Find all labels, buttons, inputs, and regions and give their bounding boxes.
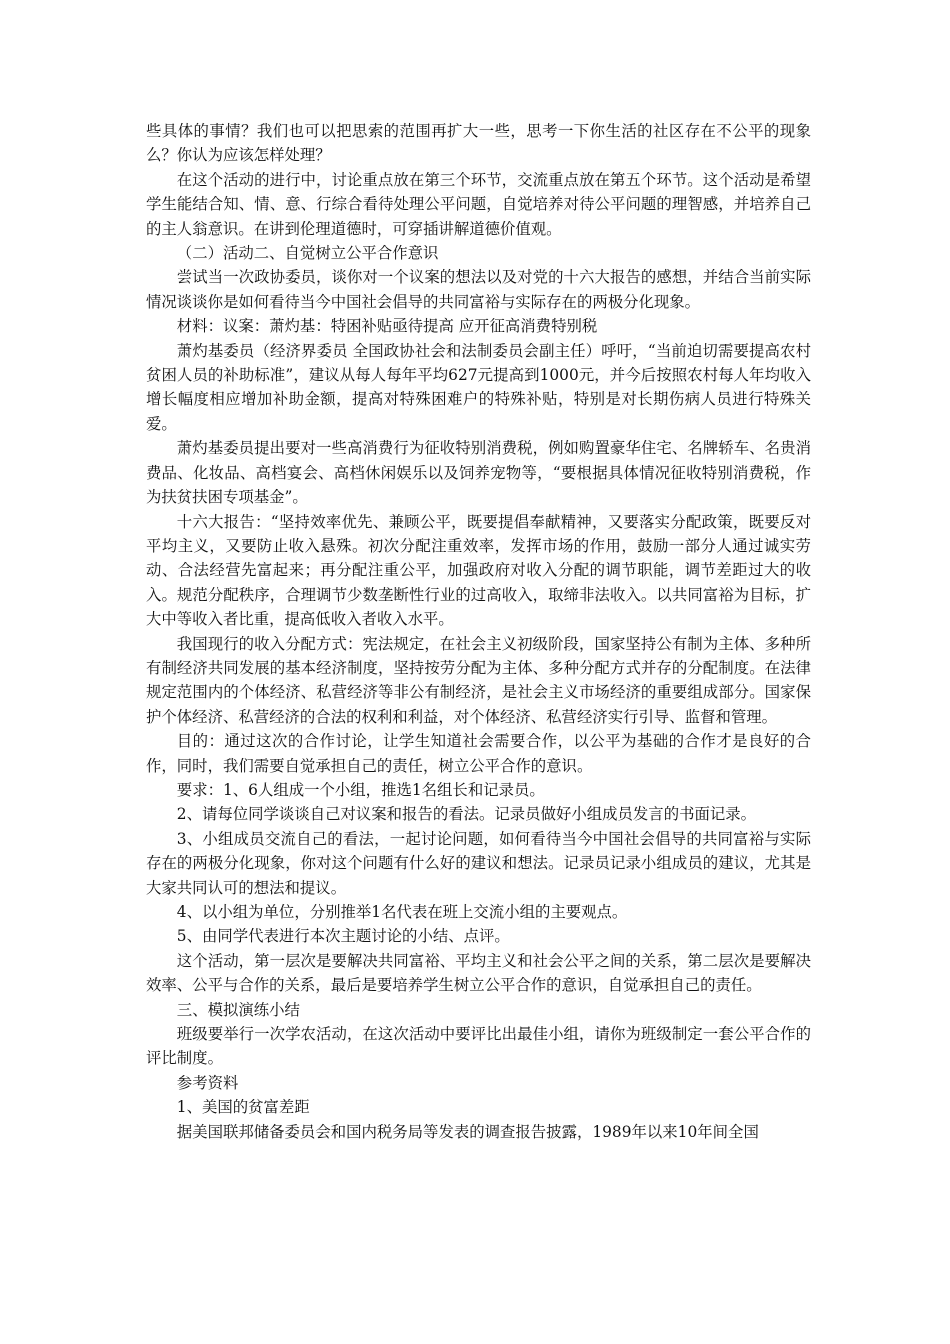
document-body	[146, 119, 811, 1144]
paragraph: 这个活动，第一层次是要解决共同富裕、平均主义和社会公平之间的关系，第二层次是要解决效率、公平与合作的关系，最后是要培养学生树立公平合作的意识，自觉承担自己的责任。	[146, 951, 811, 995]
paragraph: 些具体的事情？我们也可以把思索的范围再扩大一些，思考一下你生活的社区存在不公平的现象么？你认为应该怎样处理？	[146, 122, 811, 165]
section-heading: 参考资料	[176, 1073, 239, 1092]
section-heading: 三、模拟演练小结	[176, 1000, 300, 1019]
list-item: 4、以小组为单位，分别推举1名代表在班上交流小组的主要观点。	[176, 903, 628, 921]
paragraph: 我国现行的收入分配方式：宪法规定，在社会主义初级阶段，国家坚持公有制为主体、多种所有制经济共同发展的基本经济制度，坚持按劳分配为主体、多种分配方式并存的分配制度。在法律规定范围内的个体经济、私营经济等非公有制经济，是社会主义市场经济的重要组成部分。国家保护个体经济、私营经济的合法的权利和利益，对个体经济、私营经济实行引导、监督和管理。	[146, 634, 811, 726]
paragraph: 萧灼基委员（经济界委员 全国政协社会和法制委员会副主任）呼吁，“当前迫切需要提高农村贫困人员的补助标准”，建议从每人每年平均627元提高到1000元，并今后按照农村每人年均收入增长幅度相应增加补助金额，提高对特殊困难户的特殊补贴，特别是对长期伤病人员进行特殊关爱。	[146, 341, 811, 433]
list-item: 5、由同学代表进行本次主题讨论的小结、点评。	[176, 927, 510, 946]
paragraph: 萧灼基委员提出要对一些高消费行为征收特别消费税，例如购置豪华住宅、名牌轿车、名贵消费品、化妆品、高档宴会、高档休闲娱乐以及饲养宠物等，“要根据具体情况征收特别消费税，作为扶贫扶困专项基金”。	[146, 439, 811, 507]
list-item: 3、小组成员交流自己的看法，一起讨论问题，如何看待当今中国社会倡导的共同富裕与实际存在的两极分化现象，你对这个问题有什么好的建议和想法。记录员记录小组成员的建议，尤其是大家共同认可的想法和提议。	[146, 829, 811, 897]
paragraph: 材料：议案：萧灼基：特困补贴亟待提高 应开征高消费特别税	[176, 317, 598, 336]
list-item: 要求：1、6人组成一个小组，推选1名组长和记录员。	[176, 780, 545, 799]
paragraph: 目的：通过这次的合作讨论，让学生知道社会需要合作，以公平为基础的合作才是良好的合作，同时，我们需要自觉承担自己的责任，树立公平合作的意识。	[146, 732, 811, 775]
paragraph: 据美国联邦储备委员会和国内税务局等发表的调查报告披露，1989年以来10年间全国	[176, 1122, 759, 1141]
paragraph: 十六大报告：“坚持效率优先、兼顾公平，既要提倡奉献精神，又要落实分配政策，既要反对平均主义，又要防止收入悬殊。初次分配注重效率，发挥市场的作用，鼓励一部分人通过诚实劳动、合法经营先富起来；再分配注重公平，加强政府对收入分配的调节职能，调节差距过大的收入。规范分配秩序，合理调节少数垄断性行业的过高收入，取缔非法收入。以共同富裕为目标，扩大中等收入者比重，提高低收入者收入水平。	[146, 512, 811, 629]
paragraph: 尝试当一次政协委员，谈你对一个议案的想法以及对党的十六大报告的感想，并结合当前实际情况谈谈你是如何看待当今中国社会倡导的共同富裕与实际存在的两极分化现象。	[146, 268, 811, 311]
paragraph: 在这个活动的进行中，讨论重点放在第三个环节，交流重点放在第五个环节。这个活动是希望学生能结合知、情、意、行综合看待处理公平问题，自觉培养对待公平问题的理智感，并培养自己的主人翁意识。在讲到伦理道德时，可穿插讲解道德价值观。	[146, 170, 811, 238]
list-item: 2、请每位同学谈谈自己对议案和报告的看法。记录员做好小组成员发言的书面记录。	[176, 805, 757, 824]
section-heading: （二）活动二、自觉树立公平合作意识	[176, 244, 439, 263]
subsection-heading: 1、美国的贫富差距	[176, 1098, 310, 1117]
paragraph: 班级要举行一次学农活动，在这次活动中要评比出最佳小组，请你为班级制定一套公平合作的评比制度。	[146, 1025, 811, 1068]
